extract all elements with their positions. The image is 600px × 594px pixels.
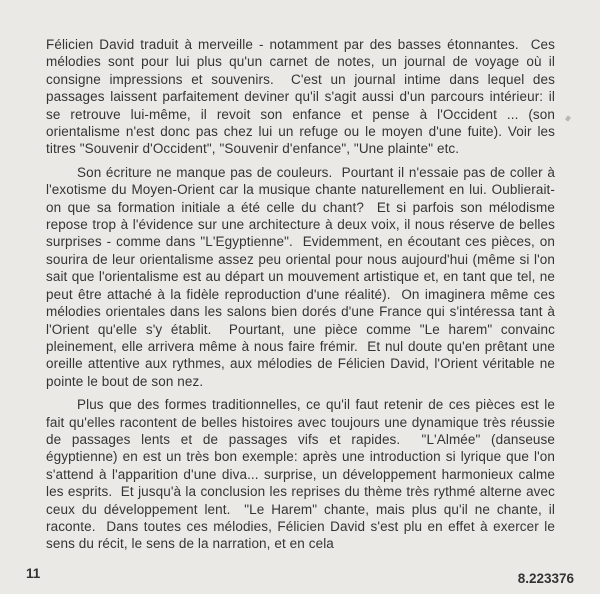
scan-speck [565, 115, 571, 121]
paragraph-3: Plus que des formes traditionnelles, ce qu'il faut retenir de ces pièces est le fait qu'elles racontent de belles histoires avec toujours une dynamique très réussie de passages lents et de passages vifs et rapides. "L'Almée" (danseuse égyptienne) en est un très bon exemple: après une introduction si lyrique que l'on s'attend à l'apparition d'une diva... surprise, un développement harmonieux calme les esprits. Et jusqu'à la conclusion les reprises du thème très rythmé alterne avec ceux du développement lent. "Le Harem" chante, mais plus qu'il ne chante, il raconte. Dans toutes ces mélodies, Félicien David s'est plu en effet à exercer le sens du récit, le sens de la narration, et en cela [46, 397, 555, 552]
article-text [46, 36, 555, 559]
paragraph-1: Félicien David traduit à merveille - notamment par des basses étonnantes. Ces mélodies sont pour lui plus qu'un carnet de notes, un journal de voyage où il consigne impressions et souvenirs. C'est un journal intime dans lequel des passages laissent parfaitement deviner qu'il s'agit aussi d'un parcours intérieur: il se retrouve lui-même, il revoit son enfance et pense à l'Occident ... (son orientalisme n'est donc pas chez lui un refuge ou le moyen d'une fuite). Voir les titres "Souvenir d'Occident", "Souvenir d'enfance", "Une plainte" etc. [46, 37, 555, 157]
paragraph-2: Son écriture ne manque pas de couleurs. Pourtant il n'essaie pas de coller à l'exotisme du Moyen-Orient car la musique chante naturellement en lui. Oublierait-on que sa formation initiale a été celle du chant? Et si parfois son mélodisme repose trop à l'évidence sur une architecture à deux voix, il nous réserve de belles surprises - comme dans "L'Egyptienne". Evidemment, en écoutant ces pièces, on sourira de leur orientalisme assez peu oriental pour nous aujourd'hui (même si l'on sait que l'orientalisme est au départ un mouvement artistique et, en tant que tel, ne peut être attaché à la fidèle reproduction d'une réalité). On imaginera même ces mélodies orientales dans les salons bien dorés d'une France qui s'intéressa tant à l'Orient qu'elle s'y établit. Pourtant, une pièce comme "Le harem" convainc pleinement, elle arrivera même à nous faire frémir. Et nul doute qu'en prêtant une oreille attentive aux rythmes, aux mélodies de Félicien David, l'Orient véritable ne pointe le bout de son nez. [46, 164, 555, 389]
page-number: 11 [26, 566, 41, 581]
catalog-number: 8.223376 [517, 571, 574, 586]
